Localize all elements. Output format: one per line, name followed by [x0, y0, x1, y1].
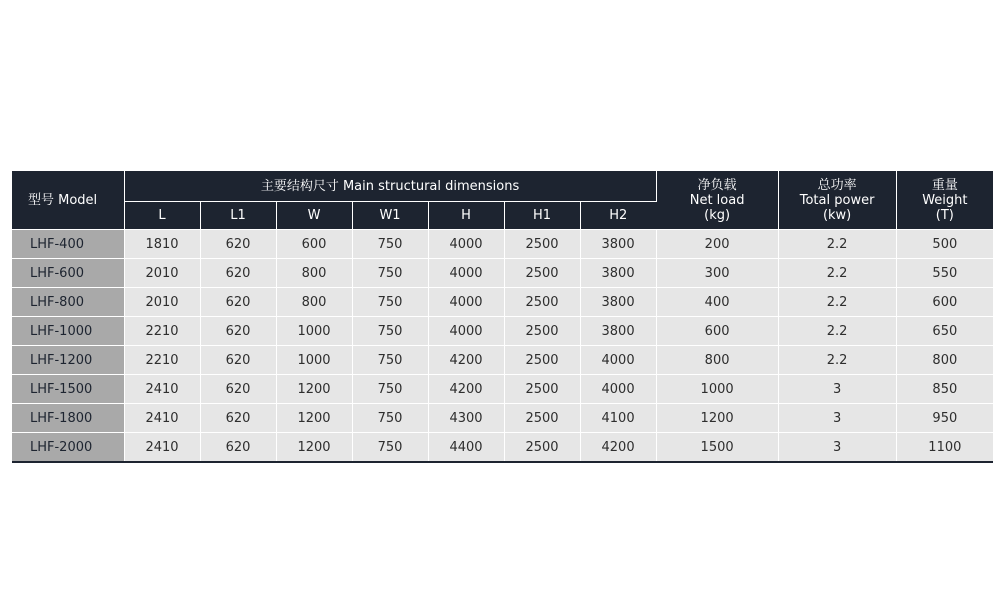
cell-l1: 620	[200, 230, 276, 259]
cell-h: 4000	[428, 230, 504, 259]
cell-h: 4400	[428, 433, 504, 463]
main-dimensions-header: 主要结构尺寸 Main structural dimensions	[124, 171, 656, 202]
cell-w1: 750	[352, 259, 428, 288]
cell-h2: 4100	[580, 404, 656, 433]
cell-h: 4000	[428, 259, 504, 288]
cell-w1: 750	[352, 317, 428, 346]
cell-l1: 620	[200, 288, 276, 317]
cell-h1: 2500	[504, 375, 580, 404]
cell-h2: 4000	[580, 346, 656, 375]
cell-total-power: 3	[778, 433, 896, 463]
model-cell: LHF-1000	[12, 317, 124, 346]
net-load-unit: (kg)	[704, 207, 731, 223]
table-row	[12, 288, 993, 317]
cell-h1: 2500	[504, 288, 580, 317]
cell-l1: 620	[200, 317, 276, 346]
cell-h: 4000	[428, 317, 504, 346]
model-cell: LHF-1500	[12, 375, 124, 404]
cell-l: 2010	[124, 259, 200, 288]
cell-l1: 620	[200, 259, 276, 288]
cell-h: 4300	[428, 404, 504, 433]
cell-weight: 1100	[896, 433, 993, 463]
cell-weight: 600	[896, 288, 993, 317]
cell-total-power: 2.2	[778, 259, 896, 288]
cell-l1: 620	[200, 346, 276, 375]
cell-l1: 620	[200, 375, 276, 404]
cell-total-power: 2.2	[778, 288, 896, 317]
cell-h1: 2500	[504, 404, 580, 433]
dim-header-w1: W1	[352, 202, 428, 230]
cell-net-load: 300	[656, 259, 778, 288]
cell-l: 2210	[124, 346, 200, 375]
cell-h: 4000	[428, 288, 504, 317]
table-row	[12, 433, 993, 463]
model-header: 型号 Model	[12, 171, 124, 230]
cell-weight: 800	[896, 346, 993, 375]
cell-w: 1200	[276, 404, 352, 433]
cell-w1: 750	[352, 404, 428, 433]
model-cell: LHF-600	[12, 259, 124, 288]
cell-total-power: 2.2	[778, 230, 896, 259]
cell-w: 1000	[276, 317, 352, 346]
cell-total-power: 3	[778, 404, 896, 433]
spec-table	[12, 171, 993, 463]
cell-w1: 750	[352, 288, 428, 317]
table-row	[12, 259, 993, 288]
cell-h1: 2500	[504, 259, 580, 288]
dim-header-l: L	[124, 202, 200, 230]
cell-h1: 2500	[504, 317, 580, 346]
table-row	[12, 404, 993, 433]
cell-net-load: 800	[656, 346, 778, 375]
model-cell: LHF-2000	[12, 433, 124, 463]
cell-w: 1200	[276, 433, 352, 463]
weight-header	[896, 171, 993, 230]
cell-w: 800	[276, 288, 352, 317]
cell-h2: 3800	[580, 317, 656, 346]
cell-weight: 550	[896, 259, 993, 288]
cell-net-load: 200	[656, 230, 778, 259]
cell-w: 1000	[276, 346, 352, 375]
table-body	[12, 230, 993, 463]
cell-l: 1810	[124, 230, 200, 259]
total-power-cn: 总功率	[817, 177, 857, 193]
cell-w1: 750	[352, 346, 428, 375]
cell-h2: 3800	[580, 288, 656, 317]
cell-weight: 650	[896, 317, 993, 346]
cell-w1: 750	[352, 433, 428, 463]
net-load-cn: 净负载	[697, 177, 737, 193]
cell-w: 600	[276, 230, 352, 259]
model-cell: LHF-400	[12, 230, 124, 259]
table-row	[12, 346, 993, 375]
cell-h2: 4000	[580, 375, 656, 404]
cell-weight: 850	[896, 375, 993, 404]
cell-h1: 2500	[504, 230, 580, 259]
cell-w1: 750	[352, 230, 428, 259]
cell-weight: 500	[896, 230, 993, 259]
cell-total-power: 2.2	[778, 317, 896, 346]
total-power-unit: (kw)	[822, 207, 852, 223]
dim-header-l1: L1	[200, 202, 276, 230]
model-cell: LHF-1800	[12, 404, 124, 433]
cell-h2: 3800	[580, 259, 656, 288]
cell-l: 2210	[124, 317, 200, 346]
cell-l: 2010	[124, 288, 200, 317]
total-power-en: Total power	[799, 192, 875, 208]
weight-cn: 重量	[931, 177, 958, 193]
header-row-group	[12, 171, 993, 202]
cell-net-load: 1200	[656, 404, 778, 433]
model-cell: LHF-1200	[12, 346, 124, 375]
cell-h2: 4200	[580, 433, 656, 463]
cell-net-load: 1000	[656, 375, 778, 404]
dim-header-h1: H1	[504, 202, 580, 230]
cell-net-load: 400	[656, 288, 778, 317]
cell-weight: 950	[896, 404, 993, 433]
dim-header-h2: H2	[580, 202, 656, 230]
cell-l1: 620	[200, 404, 276, 433]
net-load-en: Net load	[689, 192, 745, 208]
weight-en: Weight	[922, 192, 968, 208]
cell-h: 4200	[428, 346, 504, 375]
cell-total-power: 2.2	[778, 346, 896, 375]
dim-header-w: W	[276, 202, 352, 230]
cell-w: 1200	[276, 375, 352, 404]
table-header	[12, 171, 993, 230]
cell-l: 2410	[124, 404, 200, 433]
table-row	[12, 375, 993, 404]
cell-h1: 2500	[504, 433, 580, 463]
net-load-header	[656, 171, 778, 230]
cell-h1: 2500	[504, 346, 580, 375]
cell-net-load: 600	[656, 317, 778, 346]
cell-l1: 620	[200, 433, 276, 463]
cell-h: 4200	[428, 375, 504, 404]
model-cell: LHF-800	[12, 288, 124, 317]
cell-l: 2410	[124, 375, 200, 404]
cell-w1: 750	[352, 375, 428, 404]
cell-total-power: 3	[778, 375, 896, 404]
table-row	[12, 230, 993, 259]
weight-unit: (T)	[935, 207, 954, 223]
cell-net-load: 1500	[656, 433, 778, 463]
cell-l: 2410	[124, 433, 200, 463]
table-row	[12, 317, 993, 346]
dim-header-h: H	[428, 202, 504, 230]
cell-h2: 3800	[580, 230, 656, 259]
cell-w: 800	[276, 259, 352, 288]
total-power-header	[778, 171, 896, 230]
